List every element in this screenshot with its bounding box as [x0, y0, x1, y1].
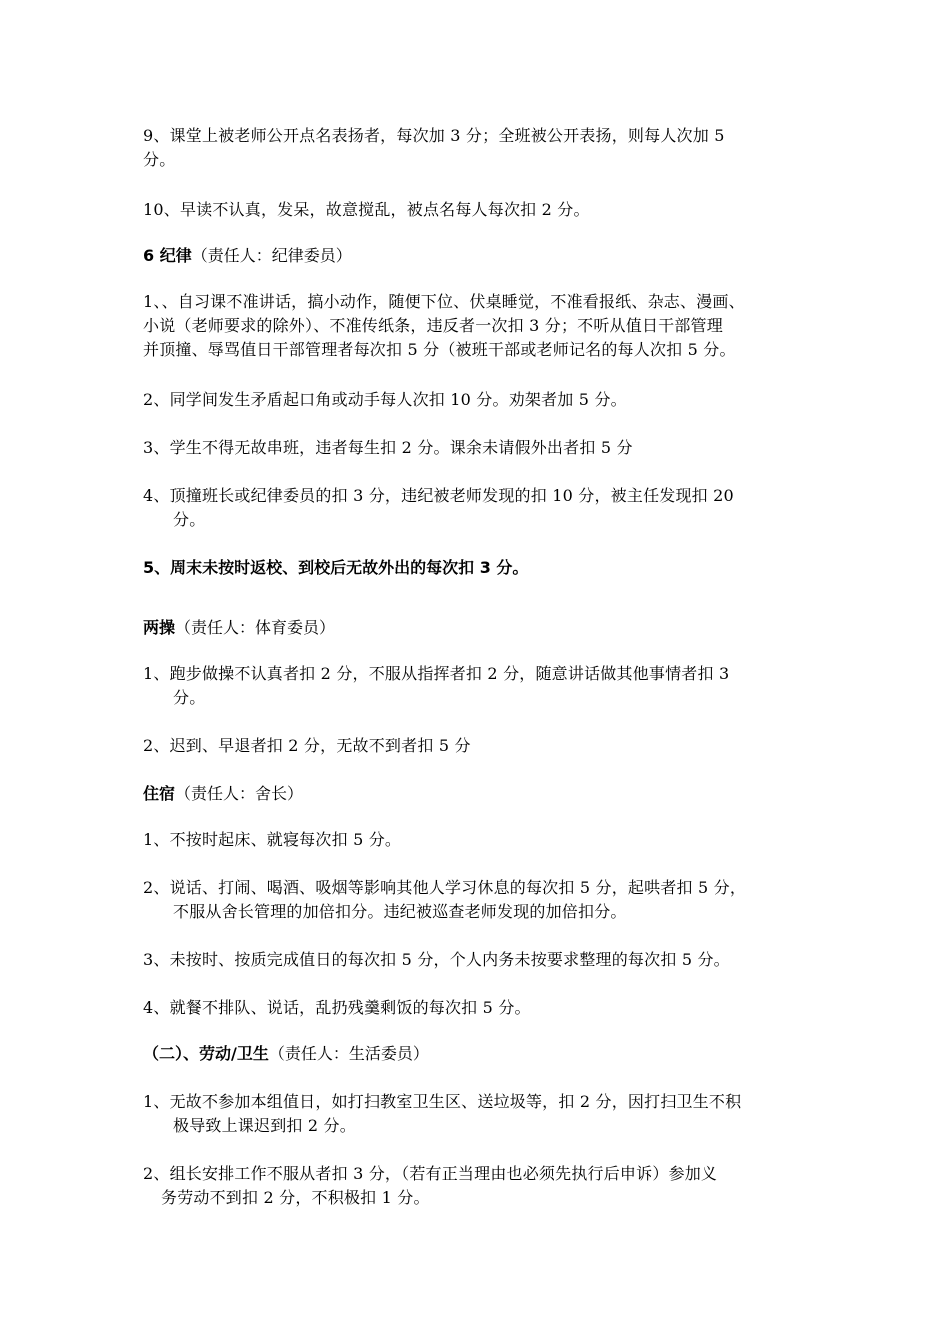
rule-line: 2、同学间发生矛盾起口角或动手每人次扣 10 分。劝架者加 5 分。 — [143, 390, 627, 409]
dorm-rule-3 — [143, 948, 815, 972]
rule-line: 10、早读不认真，发呆，故意搅乱，被点名每人每次扣 2 分。 — [143, 200, 590, 219]
rule-line: 分。 — [173, 688, 206, 707]
rule-line: 务劳动不到扣 2 分，不积极扣 1 分。 — [161, 1188, 430, 1207]
exercise-rule-2 — [143, 734, 815, 758]
rule-line: 并顶撞、辱骂值日干部管理者每次扣 5 分（被班干部或老师记名的每人次扣 5 分。 — [143, 340, 736, 359]
section-heading-dorm — [143, 782, 303, 806]
rule-line: 不服从舍长管理的加倍扣分。违纪被巡查老师发现的加倍扣分。 — [173, 902, 627, 921]
rule-line: 分。 — [143, 150, 176, 169]
rule-line: 1、、自习课不准讲话，搞小动作，随便下位、伏桌睡觉，不准看报纸、杂志、漫画、 — [143, 292, 745, 311]
labor-rule-1 — [143, 1090, 815, 1138]
rule-item-10 — [143, 198, 815, 222]
discipline-rule-4 — [143, 484, 815, 532]
discipline-rule-3 — [143, 436, 815, 460]
heading-title: （二）、劳动/卫生 — [143, 1044, 269, 1063]
section-heading-discipline — [143, 244, 352, 268]
heading-responsible: （责任人：生活委员） — [268, 1044, 429, 1063]
rule-item-9 — [143, 124, 815, 172]
rule-line: 1、跑步做操不认真者扣 2 分，不服从指挥者扣 2 分，随意讲话做其他事情者扣 3 — [143, 664, 730, 683]
rule-line: 3、未按时、按质完成值日的每次扣 5 分，个人内务未按要求整理的每次扣 5 分。 — [143, 950, 730, 969]
rule-line: 4、顶撞班长或纪律委员的扣 3 分，违纪被老师发现的扣 10 分，被主任发现扣 20 — [143, 486, 734, 505]
rule-line: 极导致上课迟到扣 2 分。 — [173, 1116, 356, 1135]
rule-line: 3、学生不得无故串班，违者每生扣 2 分。课余未请假外出者扣 5 分 — [143, 438, 633, 457]
heading-responsible: （责任人：体育委员） — [175, 618, 336, 637]
discipline-rule-2 — [143, 388, 815, 412]
rule-line: 4、就餐不排队、说话，乱扔残羹剩饭的每次扣 5 分。 — [143, 998, 531, 1017]
section-heading-exercise — [143, 616, 335, 640]
rule-line: 2、说话、打闹、喝酒、吸烟等影响其他人学习休息的每次扣 5 分，起哄者扣 5 分， — [143, 878, 747, 897]
rule-line: 9、课堂上被老师公开点名表扬者，每次加 3 分；全班被公开表扬，则每人次加 5 — [143, 126, 725, 145]
heading-responsible: （责任人：纪律委员） — [191, 246, 352, 265]
labor-rule-2 — [143, 1162, 815, 1210]
heading-title: 两操 — [143, 618, 176, 637]
rule-line: 1、无故不参加本组值日，如打扫教室卫生区、送垃圾等，扣 2 分，因打扫卫生不积 — [143, 1092, 742, 1111]
rule-line: 2、迟到、早退者扣 2 分，无故不到者扣 5 分 — [143, 736, 471, 755]
rule-line: 小说（老师要求的除外）、不准传纸条，违反者一次扣 3 分；不听从值日干部管理 — [143, 316, 723, 335]
dorm-rule-2 — [143, 876, 815, 924]
heading-title: 住宿 — [143, 784, 176, 803]
dorm-rule-4 — [143, 996, 815, 1020]
rule-line: 分。 — [173, 510, 206, 529]
heading-responsible: （责任人：舍长） — [175, 784, 304, 803]
heading-title: 6 纪律 — [143, 246, 192, 265]
discipline-rule-1 — [143, 290, 815, 362]
rule-line: 2、组长安排工作不服从者扣 3 分，（若有正当理由也必须先执行后申诉）参加义 — [143, 1164, 718, 1183]
rule-line: 1、不按时起床、就寝每次扣 5 分。 — [143, 830, 402, 849]
dorm-rule-1 — [143, 828, 815, 852]
section-heading-labor — [143, 1042, 429, 1066]
exercise-rule-1 — [143, 662, 815, 710]
discipline-rule-5: 5、周末未按时返校、到校后无故外出的每次扣 3 分。 — [143, 558, 529, 577]
